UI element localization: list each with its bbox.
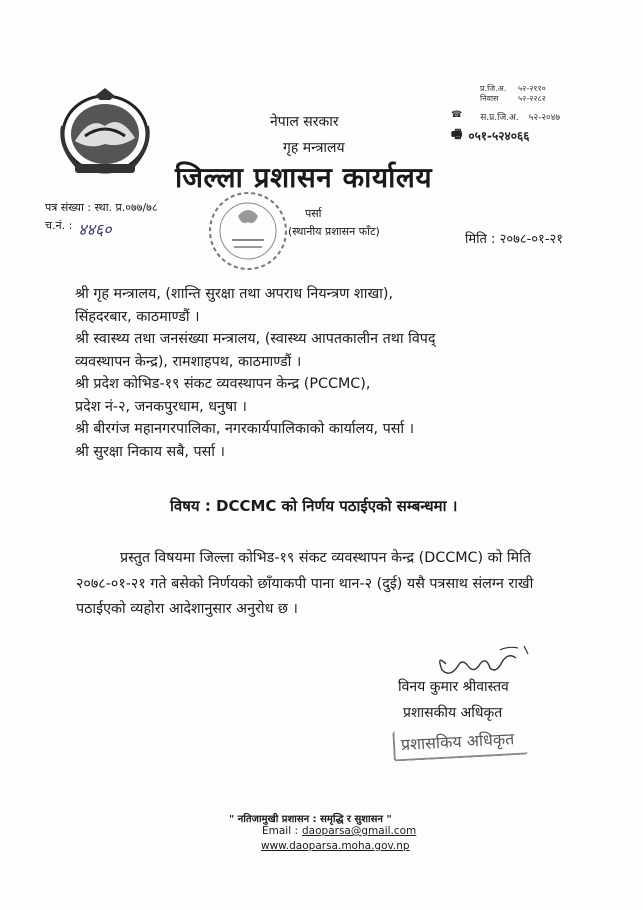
ministry-title: गृह मन्त्रालय xyxy=(283,140,345,156)
footer-email xyxy=(262,825,416,837)
phone-label: स.प्र.जि.अ. xyxy=(480,113,519,123)
dispatch-number xyxy=(45,218,112,240)
contact-label: प्र.जि.अ. xyxy=(480,84,507,93)
nepal-emblem-logo xyxy=(55,86,155,178)
contact-label: निवास xyxy=(480,94,499,103)
phone-line xyxy=(451,110,560,123)
body-paragraph: प्रस्तुत विषयमा जिल्ला कोभिड-१९ संकट व्यवस्थापन केन्द्र (DCCMC) को मिति २०७८-०१-२१ गते बसेको निर्णयको छाँयाकपी पाना थान-२ (दुई) यसै पत्रसाथ संलग्न राखी पठाईएको व्यहोरा आदेशानुसार अनुरोध छ । xyxy=(76,550,534,617)
designation-rubber-stamp xyxy=(392,725,527,762)
rubber-stamp-text: प्रशासकिय अधिकृत xyxy=(400,729,515,755)
email-link[interactable]: daoparsa@gmail.com xyxy=(302,825,417,837)
contact-number: ५२-२११० xyxy=(518,84,546,93)
signatory-name: विनय कुमार श्रीवास्तव xyxy=(398,679,509,695)
letter-subject: विषय : DCCMC को निर्णय पठाईएको सम्बन्धमा । xyxy=(170,497,458,515)
recipient-line: सिंहदरबार, काठमाण्डौं । xyxy=(75,308,200,325)
contact-numbers xyxy=(480,84,546,104)
reference-number: पत्र संख्या : स्था. प्र.०७७/७८ xyxy=(45,201,158,214)
office-title: जिल्ला प्रशासन कार्यालय xyxy=(175,161,433,194)
recipient-line: व्यवस्थापन केन्द्र), रामशाहपथ, काठमाण्डौं । xyxy=(75,353,302,370)
footer-website-link[interactable]: www.daoparsa.moha.gov.np xyxy=(261,840,410,852)
footer-motto: " नतिजामुखी प्रशासन : समृद्धि र सुशासन " xyxy=(229,814,392,825)
letter-date: मिति : २०७८-०१-२१ xyxy=(465,232,564,247)
office-seal-stamp xyxy=(200,186,295,276)
contact-row xyxy=(480,94,546,104)
handwritten-signature xyxy=(428,644,538,680)
telephone-icon: ☎ xyxy=(451,110,463,120)
dispatch-handwritten: ४४६० xyxy=(78,220,112,239)
recipient-line: श्री सुरक्षा निकाय सबै, पर्सा । xyxy=(75,443,225,460)
recipient-line: श्री गृह मन्त्रालय, (शान्ति सुरक्षा तथा अपराध नियन्त्रण शाखा), xyxy=(75,286,393,302)
phone-number: ५२-२०४७ xyxy=(528,113,561,123)
fax-line xyxy=(451,125,529,146)
contact-row xyxy=(480,84,546,94)
recipient-line: श्री प्रदेश कोभिड-१९ संकट व्यवस्थापन केन्द्र (PCCMC), xyxy=(75,376,371,392)
letter-body xyxy=(76,546,576,623)
section-name: (स्थानीय प्रशासन फाँट) xyxy=(288,225,380,238)
dispatch-label: च.नं. : xyxy=(45,219,73,232)
recipient-line: प्रदेश नं-२, जनकपुरधाम, धनुषा । xyxy=(75,398,247,415)
district-name: पर्सा xyxy=(305,207,322,220)
fax-icon: 🖷 xyxy=(451,127,463,141)
email-label: Email : xyxy=(262,825,299,837)
fax-number: ०५१-५२४०६६ xyxy=(468,129,530,143)
signatory-designation: प्रशासकीय अधिकृत xyxy=(403,705,503,721)
recipient-line: श्री स्वास्थ्य तथा जनसंख्या मन्त्रालय, (स्वास्थ्य आपतकालीन तथा विपद् xyxy=(75,331,436,347)
recipient-line: श्री बीरगंज महानगरपालिका, नगरकार्यपालिकाको कार्यालय, पर्सा । xyxy=(75,421,415,437)
government-title: नेपाल सरकार xyxy=(270,114,339,130)
recipient-list xyxy=(75,283,435,463)
contact-number: ५२-२२८२ xyxy=(518,94,546,103)
